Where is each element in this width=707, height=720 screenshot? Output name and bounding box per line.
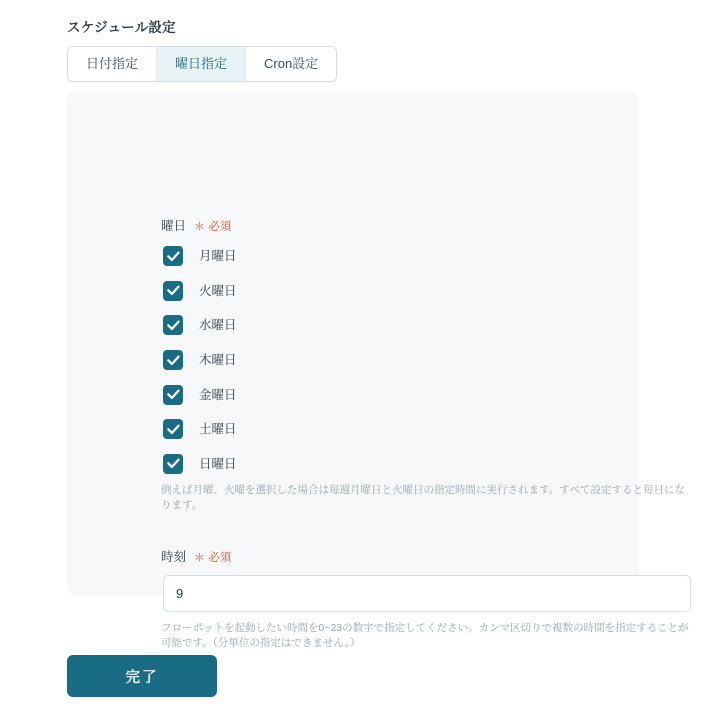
required-asterisk-icon: ＊ (194, 552, 206, 564)
list-item[interactable] (163, 412, 237, 447)
checkbox-label-friday: 金曜日 (199, 387, 237, 402)
list-item[interactable] (163, 447, 237, 482)
checkbox-monday[interactable] (163, 246, 183, 266)
list-item[interactable] (163, 239, 237, 274)
checkbox-label-thursday: 木曜日 (199, 353, 237, 368)
list-item[interactable] (163, 308, 237, 343)
list-item[interactable] (163, 274, 237, 309)
time-help-text: フローボットを起動したい時間を0~23の数字で指定してください。カンマ区切りで複数の時間を指定することが可能です。（分単位の指定はできません。） (161, 622, 689, 649)
schedule-settings-card (67, 92, 689, 649)
weekday-required-badge (194, 221, 231, 233)
list-item[interactable] (163, 377, 237, 412)
required-text: 必須 (208, 552, 232, 564)
time-input[interactable] (163, 575, 691, 612)
time-label-text: 時刻 (161, 550, 187, 564)
checkbox-label-monday: 月曜日 (199, 249, 237, 264)
checkbox-thursday[interactable] (163, 350, 183, 370)
checkbox-label-sunday: 日曜日 (199, 456, 237, 471)
checkbox-friday[interactable] (163, 385, 183, 405)
weekday-help-text: 例えば月曜、火曜を選択した場合は毎週月曜日と火曜日の指定時間に実行されます。すべて設定すると毎日になります。 (161, 484, 685, 511)
tab-weekday-specify[interactable]: 曜日指定 (157, 47, 246, 81)
page-title: スケジュール設定 (67, 20, 176, 35)
checkbox-sunday[interactable] (163, 454, 183, 474)
tab-date-specify[interactable]: 日付指定 (68, 47, 157, 81)
checkbox-label-saturday: 土曜日 (199, 422, 237, 437)
list-item[interactable] (163, 343, 237, 378)
checkbox-label-wednesday: 水曜日 (199, 318, 237, 333)
schedule-type-tabs (67, 46, 337, 82)
time-required-badge (194, 552, 231, 564)
weekday-field-label (161, 216, 231, 234)
checkbox-saturday[interactable] (163, 419, 183, 439)
required-text: 必須 (208, 221, 232, 233)
weekday-checkbox-group (163, 239, 237, 481)
checkbox-label-tuesday: 火曜日 (199, 283, 237, 298)
time-field-label (161, 547, 231, 565)
tab-cron-settings[interactable]: Cron設定 (246, 47, 336, 81)
weekday-label-text: 曜日 (161, 219, 187, 233)
checkbox-tuesday[interactable] (163, 281, 183, 301)
submit-button[interactable]: 完了 (67, 655, 217, 697)
required-asterisk-icon: ＊ (194, 221, 206, 233)
checkbox-wednesday[interactable] (163, 315, 183, 335)
